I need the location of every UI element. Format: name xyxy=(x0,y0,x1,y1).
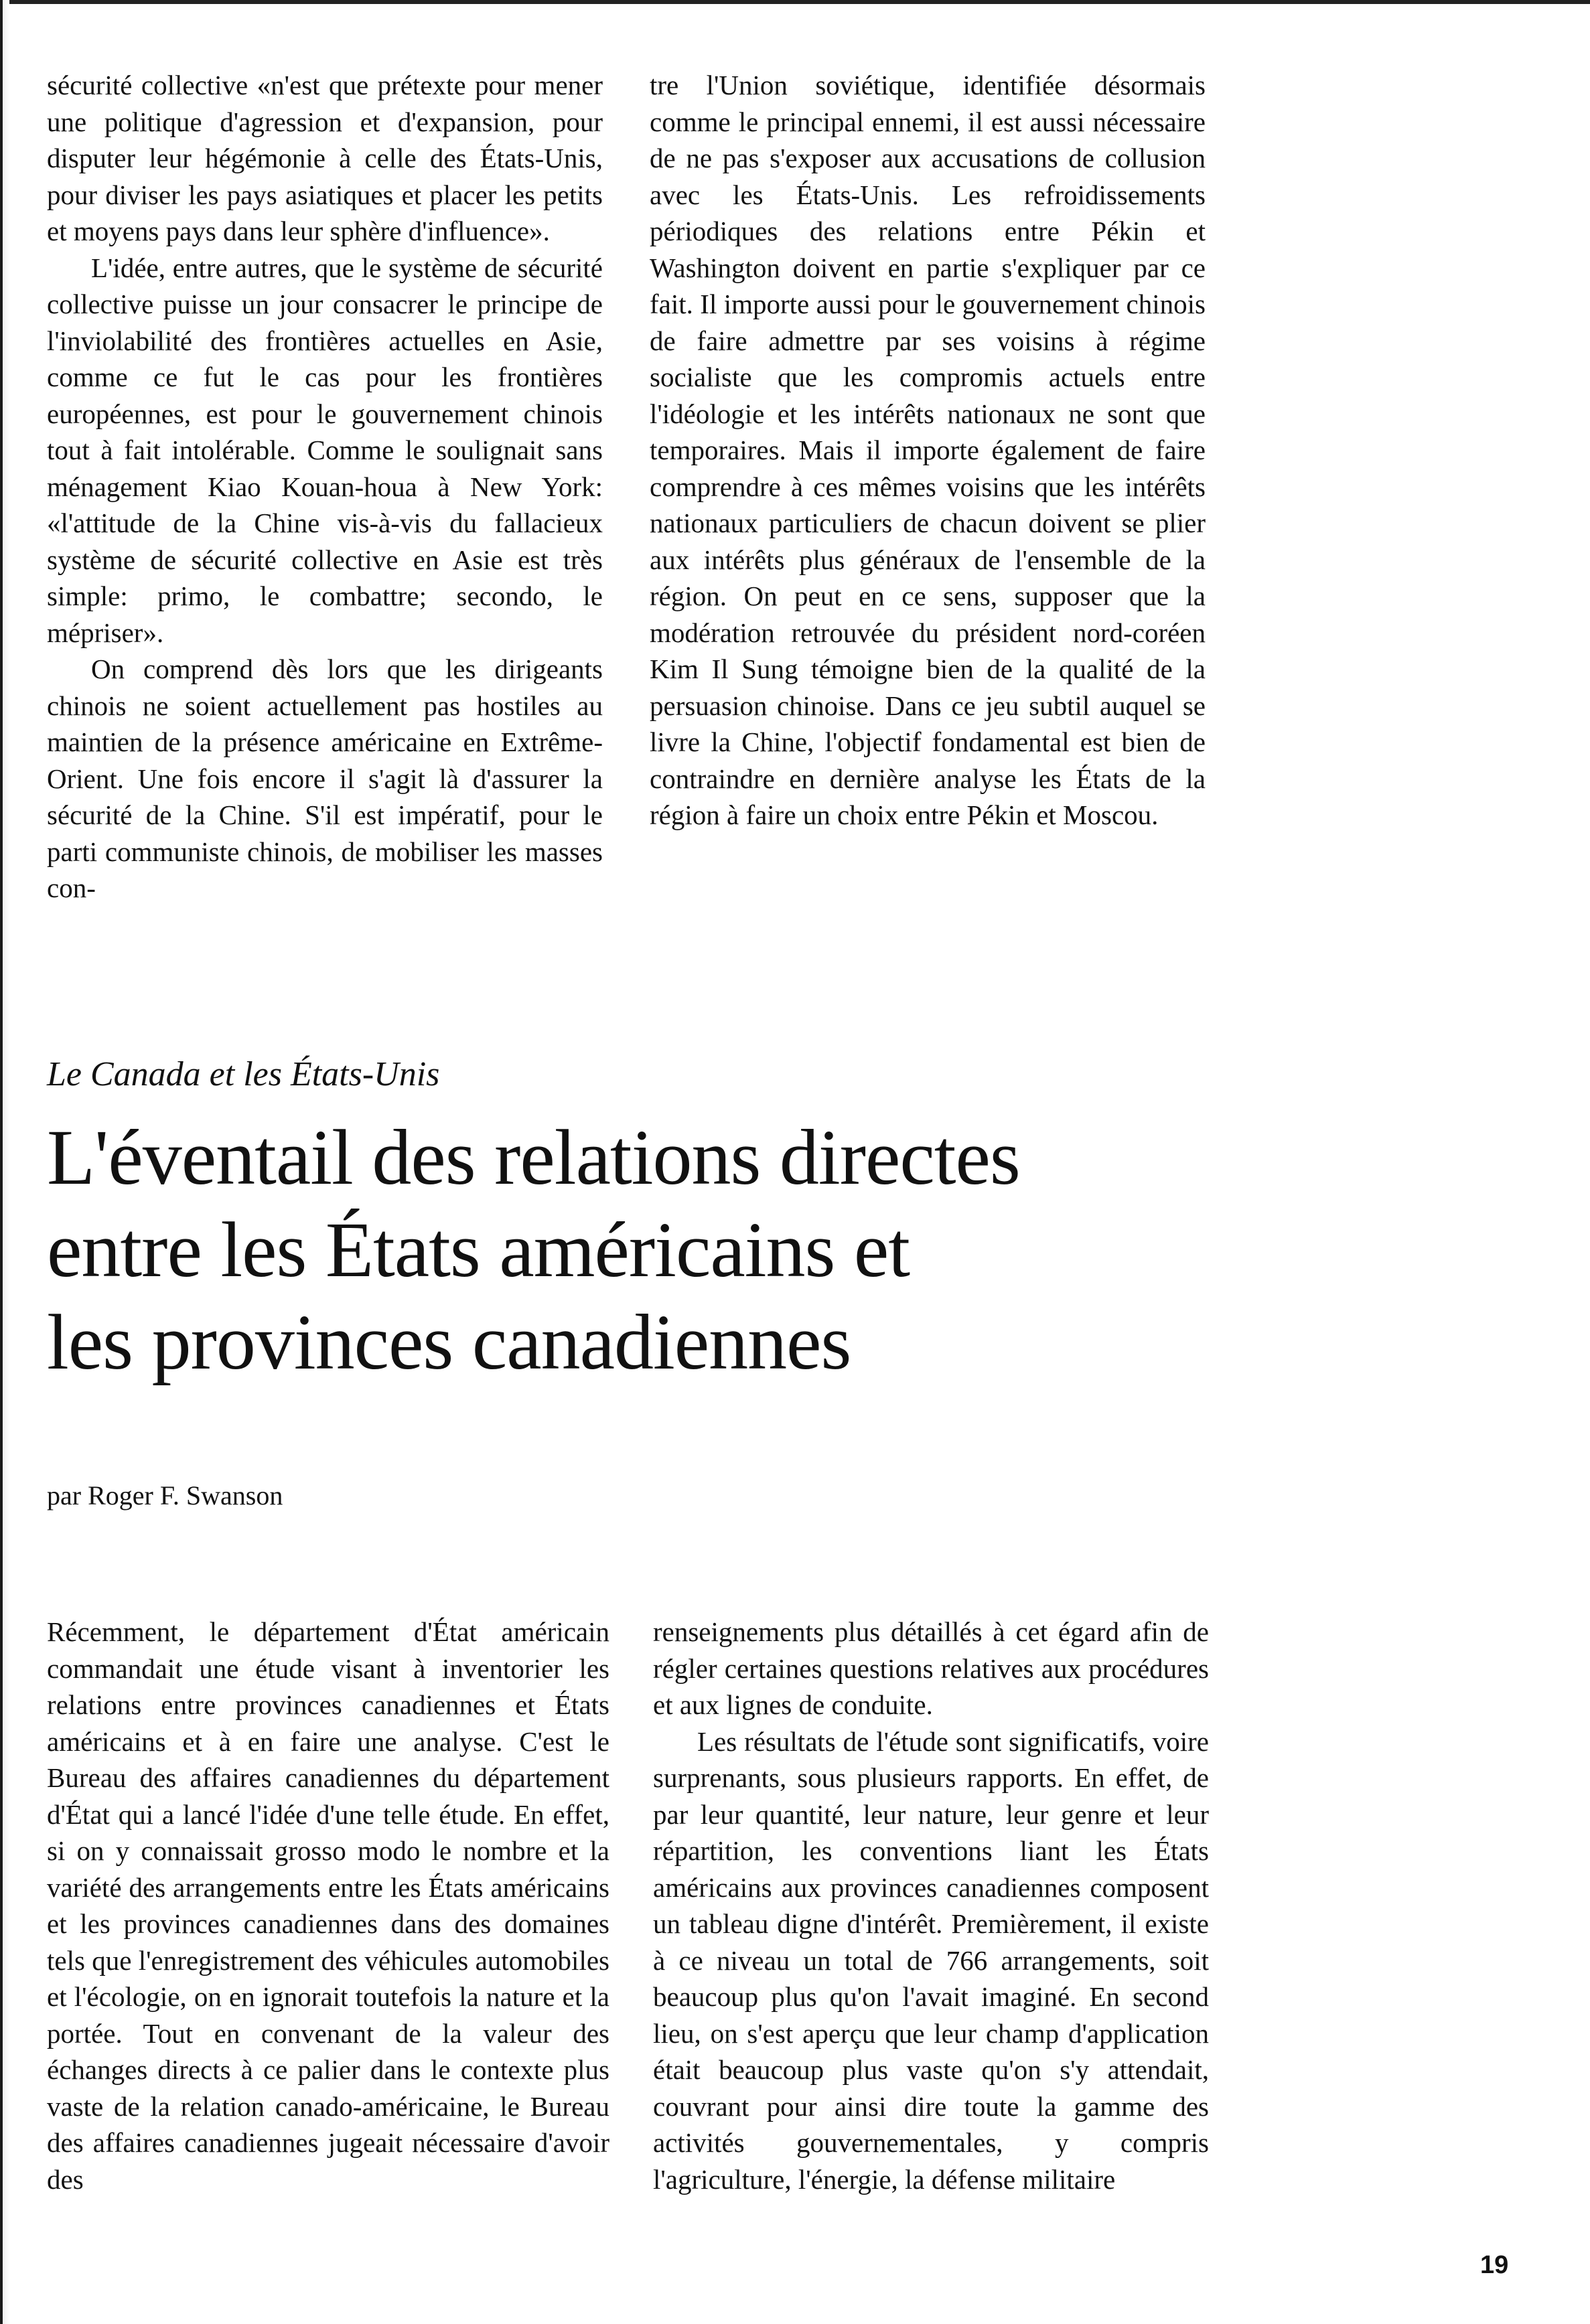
article-right-column xyxy=(653,1614,1209,2197)
article-left-column xyxy=(47,1614,609,2197)
paragraph: On comprend dès lors que les dirigeants chinois ne soient actuellement pas hostiles au maintien de la présence américaine en Extrême-Orient. Une fois encore il s'agit là d'assurer la sécurité de la Chine. S'il est impératif, pour le parti communiste chinois, de mobiliser les masses con- xyxy=(47,653,603,903)
headline-line: entre les États américains et xyxy=(47,1206,910,1294)
paragraph: renseignements plus détaillés à cet égard afin de régler certaines questions relatives aux procédures et aux lignes de conduite. xyxy=(653,1616,1209,1720)
binding-edge xyxy=(0,0,9,2324)
article-kicker: Le Canada et les États-Unis xyxy=(47,1055,440,1093)
article-byline: par Roger F. Swanson xyxy=(47,1480,283,1510)
headline-line: les provinces canadiennes xyxy=(47,1298,851,1386)
paragraph: L'idée, entre autres, que le système de sécurité collective puisse un jour consacrer le principe de l'inviolabilité des frontières actuelles en Asie, comme ce fut le cas pour les frontières européennes, est pour le gouvernement chinois tout à fait intolérable. Comme le soulignait sans ménagement Kiao Kouan-houa à New York: «l'attitude de la Chine vis-à-vis du fallacieux système de sécurité collective en Asie est très simple: primo, le combattre; secondo, le mépriser». xyxy=(47,252,603,648)
headline-line: L'éventail des relations directes xyxy=(47,1113,1020,1201)
paragraph: tre l'Union soviétique, identifiée désormais comme le principal ennemi, il est aussi nécessaire de ne pas s'exposer aux accusations de collusion avec les États-Unis. Les refroidissements périodiques des relations entre Pékin et Washington doivent en partie s'expliquer par ce fait. Il importe aussi pour le gouvernement chinois de faire admettre par ses voisins à régime socialiste que les compromis actuels entre l'idéologie et les intérêts nationaux ne sont que temporaires. Mais il importe également de faire comprendre à ces mêmes voisins que les intérêts nationaux particuliers de chacun doivent se plier aux intérêts plus généraux de l'ensemble de la région. On peut en ce sens, supposer que la modération retrouvée du président nord-coréen Kim Il Sung témoigne bien de la qualité de la persuasion chinoise. Dans ce jeu subtil auquel se livre la Chine, l'objectif fondamental est bien de contraindre en dernière analyse les États de la région à faire un choix entre Pékin et Moscou. xyxy=(650,70,1206,830)
paragraph: Les résultats de l'étude sont significatifs, voire surprenants, sous plusieurs rapports. En effet, de par leur quantité, leur nature, leur genre et leur répartition, les conventions liant les États américains aux provinces canadiennes composent un tableau digne d'intérêt. Premièrement, il existe à ce niveau un total de 766 arrangements, soit beaucoup plus qu'on l'avait imaginé. En second lieu, on s'est aperçu que leur champ d'application était beaucoup plus vaste qu'on s'y attendait, couvrant pour ainsi dire toute la gamme des activités gouvernementales, y compris l'agriculture, l'énergie, la défense militaire xyxy=(653,1725,1209,2195)
paragraph: Récemment, le département d'État américain commandait une étude visant à inventorier les relations entre provinces canadiennes et États américains et à en faire une analyse. C'est le Bureau des affaires canadiennes du département d'État qui a lancé l'idée d'une telle étude. En effet, si on y connaissait grosso modo le nombre et la variété des arrangements entre les États américains et les provinces canadiennes dans des domaines tels que l'enregistrement des véhicules automobiles et l'écologie, on en ignorait toutefois la nature et la portée. Tout en convenant de la valeur des échanges directs à ce palier dans le contexte plus vaste de la relation canado-américaine, le Bureau des affaires canadiennes jugeait nécessaire d'avoir des xyxy=(47,1616,609,2195)
page-number: 19 xyxy=(1480,2251,1509,2279)
previous-article-left-column xyxy=(47,67,603,907)
article-headline xyxy=(47,1111,1386,1389)
previous-article-right-column xyxy=(650,67,1206,834)
top-scan-rule xyxy=(0,0,1590,4)
paragraph: sécurité collective «n'est que prétexte pour mener une politique d'agression et d'expansion, pour disputer leur hégémonie à celle des États-Unis, pour diviser les pays asiatiques et placer les petits et moyens pays dans leur sphère d'influence». xyxy=(47,70,603,246)
